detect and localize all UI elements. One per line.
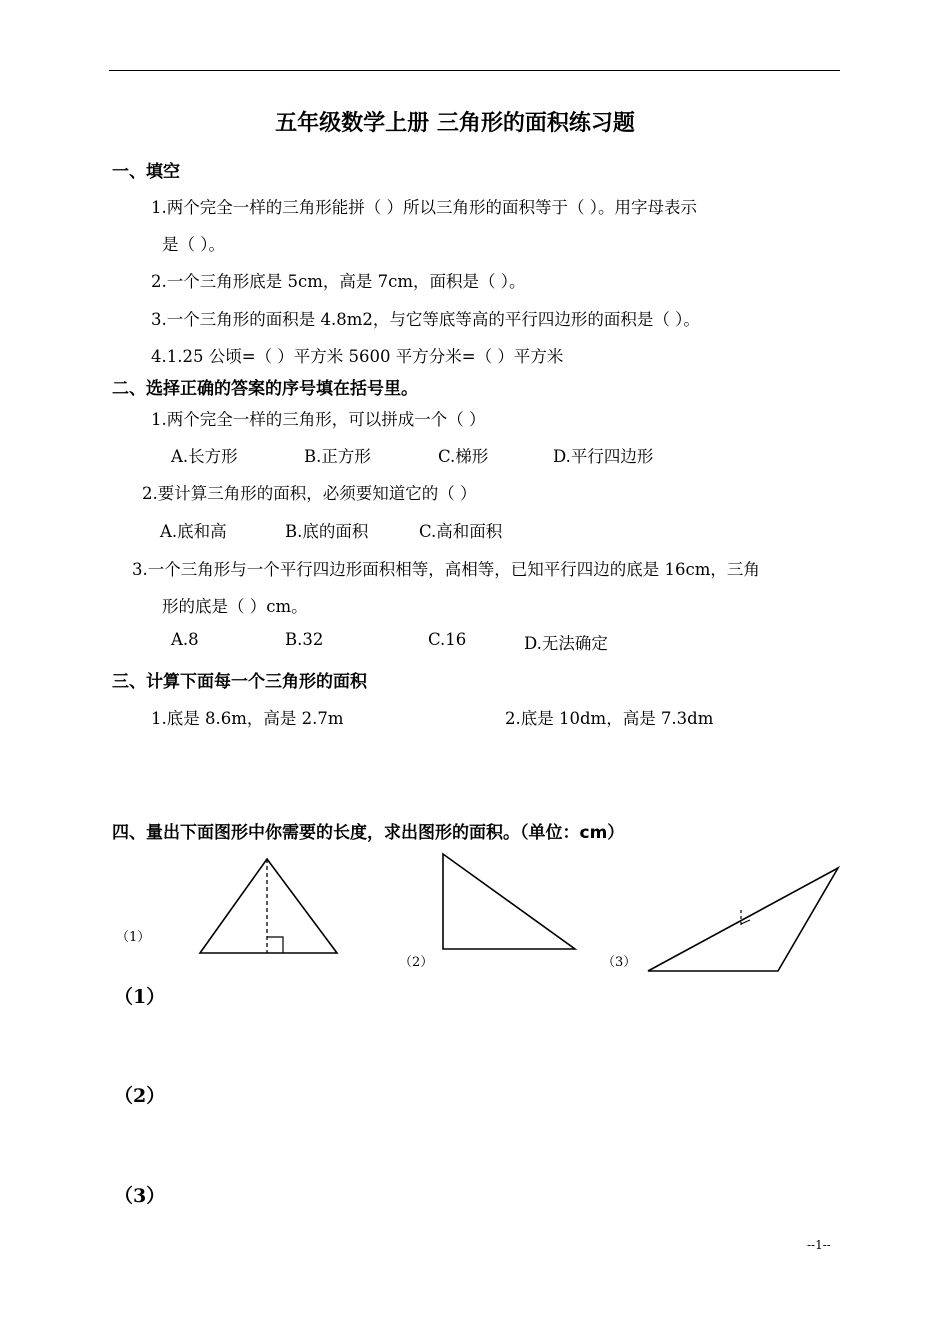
s2-q3-option-b: B.32 (285, 630, 324, 649)
s2-q3-line2: 形的底是（ ）cm。 (162, 597, 308, 616)
s2-q1-option-a: A.长方形 (171, 447, 238, 466)
figure-1-label: （1） (116, 930, 151, 945)
figure-2-triangle (443, 854, 575, 949)
figure-2-outline (443, 854, 575, 949)
s3-q2: 2.底是 10dm，高是 7.3dm (505, 709, 714, 728)
section-3-heading: 三、计算下面每一个三角形的面积 (112, 672, 367, 692)
page-number: --1-- (807, 1238, 831, 1252)
figure-2-label: （2） (399, 955, 434, 970)
s3-q1: 1.底是 8.6m，高是 2.7m (151, 709, 344, 728)
answer-1-label: （1） (114, 986, 166, 1008)
figure-1-triangle (200, 859, 337, 953)
figure-1-right-angle (267, 937, 283, 953)
page-title: 五年级数学上册 三角形的面积练习题 (275, 111, 635, 136)
s2-q1-option-d: D.平行四边形 (553, 447, 654, 466)
s2-q3-line1: 3.一个三角形与一个平行四边形面积相等，高相等，已知平行四边的底是 16cm，三角 (132, 560, 760, 579)
figure-3-label: （3） (602, 955, 637, 970)
s2-q2-option-c: C.高和面积 (419, 522, 503, 541)
figure-3-triangle (648, 868, 838, 971)
s1-q4: 4.1.25 公顷=（ ）平方米 5600 平方分米=（ ）平方米 (151, 347, 564, 366)
s2-q1-option-c: C.梯形 (438, 447, 489, 466)
section-2-heading: 二、选择正确的答案的序号填在括号里。 (112, 379, 418, 399)
s2-q1: 1.两个完全一样的三角形，可以拼成一个（ ） (151, 410, 486, 429)
s1-q3: 3.一个三角形的面积是 4.8m2，与它等底等高的平行四边形的面积是（ ）。 (151, 310, 700, 329)
s1-q2: 2.一个三角形底是 5cm，高是 7cm，面积是（ ）。 (151, 272, 526, 291)
s2-q2-option-b: B.底的面积 (285, 522, 369, 541)
s2-q2: 2.要计算三角形的面积，必须要知道它的（ ） (142, 484, 477, 503)
s1-q1-line1: 1.两个完全一样的三角形能拼（ ）所以三角形的面积等于（ ）。用字母表示 (151, 198, 697, 217)
s1-q1-line2: 是（ ）。 (162, 235, 225, 254)
answer-3-label: （3） (114, 1185, 166, 1207)
s2-q2-option-a: A.底和高 (160, 522, 227, 541)
s2-q3-option-a: A.8 (171, 630, 199, 649)
figure-1-outline (200, 859, 337, 953)
s2-q1-option-b: B.正方形 (304, 447, 371, 466)
figure-3-outline (648, 868, 838, 971)
s2-q3-option-c: C.16 (428, 630, 467, 649)
s2-q3-option-d: D.无法确定 (524, 634, 608, 653)
section-4-heading: 四、量出下面图形中你需要的长度，求出图形的面积。（单位：cm） (112, 823, 625, 843)
section-1-heading: 一、填空 (112, 162, 180, 182)
answer-2-label: （2） (114, 1085, 166, 1107)
